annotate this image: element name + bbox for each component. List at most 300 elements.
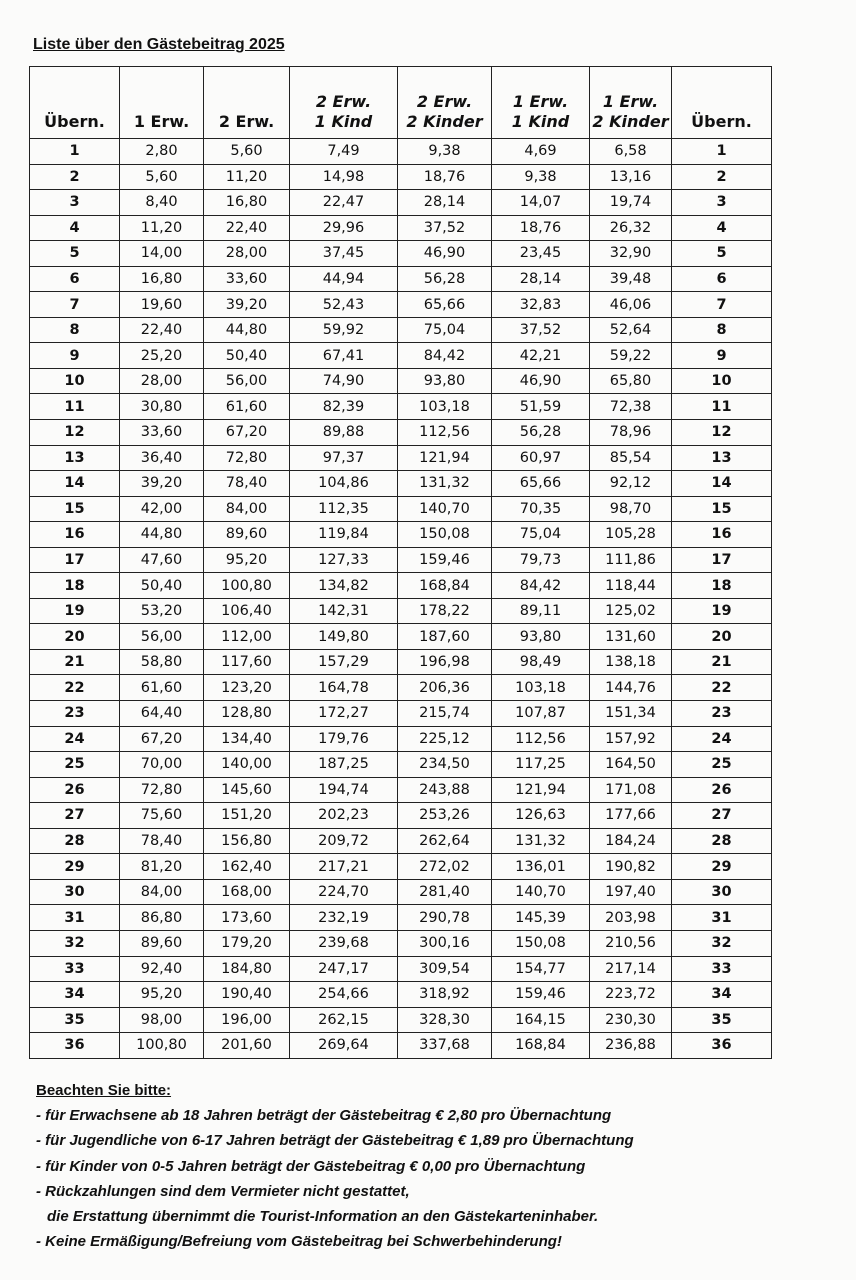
nights-cell: 19 (672, 598, 772, 624)
fee-cell: 215,74 (398, 701, 492, 727)
fee-cell: 11,20 (120, 215, 204, 241)
nights-cell: 15 (672, 496, 772, 522)
fee-cell: 70,35 (492, 496, 590, 522)
nights-cell: 18 (672, 573, 772, 599)
fee-cell: 262,15 (290, 1007, 398, 1033)
fee-cell: 209,72 (290, 828, 398, 854)
fee-cell: 89,11 (492, 598, 590, 624)
nights-cell: 36 (672, 1033, 772, 1059)
fee-cell: 253,26 (398, 803, 492, 829)
fee-cell: 131,32 (398, 471, 492, 497)
nights-cell: 10 (672, 368, 772, 394)
fee-cell: 179,20 (204, 930, 290, 956)
fee-cell: 162,40 (204, 854, 290, 880)
nights-cell: 33 (30, 956, 120, 982)
column-header-line2: 1 Erw. (133, 112, 190, 131)
fee-cell: 318,92 (398, 982, 492, 1008)
nights-cell: 7 (30, 292, 120, 318)
fee-cell: 98,49 (492, 649, 590, 675)
fee-cell: 217,21 (290, 854, 398, 880)
fee-cell: 190,82 (590, 854, 672, 880)
nights-cell: 13 (30, 445, 120, 471)
nights-cell: 30 (30, 879, 120, 905)
fee-cell: 103,18 (492, 675, 590, 701)
fee-cell: 168,84 (398, 573, 492, 599)
fee-cell: 262,64 (398, 828, 492, 854)
fee-cell: 98,00 (120, 1007, 204, 1033)
fee-cell: 184,80 (204, 956, 290, 982)
fee-cell: 232,19 (290, 905, 398, 931)
fee-cell: 16,80 (204, 190, 290, 216)
fee-cell: 89,88 (290, 420, 398, 446)
fee-cell: 118,44 (590, 573, 672, 599)
nights-cell: 14 (672, 471, 772, 497)
fee-cell: 217,14 (590, 956, 672, 982)
table-header-row (30, 67, 772, 139)
fee-cell: 203,98 (590, 905, 672, 931)
column-header (120, 67, 204, 139)
table-row (30, 598, 772, 624)
table-row (30, 879, 772, 905)
fee-cell: 134,82 (290, 573, 398, 599)
nights-cell: 4 (672, 215, 772, 241)
fee-cell: 37,52 (492, 317, 590, 343)
fee-cell: 78,96 (590, 420, 672, 446)
column-header (590, 67, 672, 139)
fee-cell: 60,97 (492, 445, 590, 471)
fee-cell: 126,63 (492, 803, 590, 829)
fee-cell: 168,84 (492, 1033, 590, 1059)
fee-cell: 53,20 (120, 598, 204, 624)
fee-cell: 50,40 (204, 343, 290, 369)
fee-cell: 150,08 (398, 522, 492, 548)
table-row (30, 139, 772, 165)
fee-cell: 184,24 (590, 828, 672, 854)
fee-cell: 46,06 (590, 292, 672, 318)
nights-cell: 8 (672, 317, 772, 343)
fee-cell: 75,04 (398, 317, 492, 343)
fee-cell: 269,64 (290, 1033, 398, 1059)
fee-cell: 56,28 (492, 420, 590, 446)
table-row (30, 752, 772, 778)
fee-cell: 61,60 (204, 394, 290, 420)
fee-cell: 95,20 (204, 547, 290, 573)
fee-cell: 92,12 (590, 471, 672, 497)
note-line: - für Jugendliche von 6-17 Jahren beträgt der Gästebeitrag € 1,89 pro Übernachtung (36, 1132, 634, 1150)
fee-cell: 127,33 (290, 547, 398, 573)
nights-cell: 27 (672, 803, 772, 829)
nights-cell: 29 (672, 854, 772, 880)
table-row (30, 522, 772, 548)
fee-cell: 103,18 (398, 394, 492, 420)
fee-cell: 92,40 (120, 956, 204, 982)
nights-cell: 12 (672, 420, 772, 446)
fee-cell: 9,38 (398, 139, 492, 165)
nights-cell: 31 (672, 905, 772, 931)
fee-cell: 72,80 (120, 777, 204, 803)
fee-cell: 42,21 (492, 343, 590, 369)
nights-cell: 21 (672, 649, 772, 675)
fee-cell: 187,25 (290, 752, 398, 778)
fee-cell: 6,58 (590, 139, 672, 165)
fee-cell: 243,88 (398, 777, 492, 803)
fee-cell: 112,56 (492, 726, 590, 752)
fee-cell: 4,69 (492, 139, 590, 165)
notes-heading: Beachten Sie bitte: (36, 1082, 172, 1099)
fee-cell: 84,00 (120, 879, 204, 905)
table-row (30, 1033, 772, 1059)
nights-cell: 3 (30, 190, 120, 216)
nights-cell: 32 (30, 930, 120, 956)
fee-cell: 168,00 (204, 879, 290, 905)
column-header-line2: 1 Kind (314, 112, 373, 131)
fee-cell: 187,60 (398, 624, 492, 650)
fee-cell: 95,20 (120, 982, 204, 1008)
table-row (30, 982, 772, 1008)
fee-table (29, 66, 772, 1059)
fee-cell: 74,90 (290, 368, 398, 394)
table-row (30, 956, 772, 982)
fee-cell: 123,20 (204, 675, 290, 701)
fee-cell: 112,56 (398, 420, 492, 446)
fee-cell: 131,60 (590, 624, 672, 650)
fee-cell: 159,46 (398, 547, 492, 573)
fee-cell: 75,04 (492, 522, 590, 548)
fee-cell: 70,00 (120, 752, 204, 778)
nights-cell: 16 (672, 522, 772, 548)
fee-cell: 37,52 (398, 215, 492, 241)
table-row (30, 164, 772, 190)
nights-cell: 18 (30, 573, 120, 599)
column-header-line1: 2 Erw. (416, 92, 473, 111)
fee-cell: 30,80 (120, 394, 204, 420)
fee-cell: 177,66 (590, 803, 672, 829)
column-header-line2: 1 Kind (511, 112, 570, 131)
table-row (30, 547, 772, 573)
fee-cell: 75,60 (120, 803, 204, 829)
nights-cell: 35 (30, 1007, 120, 1033)
fee-cell: 112,35 (290, 496, 398, 522)
fee-cell: 44,80 (120, 522, 204, 548)
nights-cell: 2 (672, 164, 772, 190)
fee-cell: 196,00 (204, 1007, 290, 1033)
fee-cell: 119,84 (290, 522, 398, 548)
fee-cell: 150,08 (492, 930, 590, 956)
fee-cell: 202,23 (290, 803, 398, 829)
fee-cell: 84,00 (204, 496, 290, 522)
fee-cell: 65,66 (398, 292, 492, 318)
fee-cell: 225,12 (398, 726, 492, 752)
column-header-line2: 2 Kinder (592, 112, 669, 131)
nights-cell: 3 (672, 190, 772, 216)
fee-cell: 281,40 (398, 879, 492, 905)
fee-cell: 164,50 (590, 752, 672, 778)
fee-cell: 44,80 (204, 317, 290, 343)
table-row (30, 317, 772, 343)
fee-cell: 26,32 (590, 215, 672, 241)
fee-cell: 56,00 (204, 368, 290, 394)
fee-cell: 138,18 (590, 649, 672, 675)
table-row (30, 1007, 772, 1033)
fee-cell: 239,68 (290, 930, 398, 956)
nights-cell: 6 (30, 266, 120, 292)
fee-cell: 78,40 (120, 828, 204, 854)
fee-cell: 9,38 (492, 164, 590, 190)
nights-cell: 15 (30, 496, 120, 522)
column-header-line1: 2 Erw. (315, 92, 372, 111)
fee-cell: 58,80 (120, 649, 204, 675)
fee-cell: 25,20 (120, 343, 204, 369)
column-header-line2: Übern. (44, 112, 105, 131)
fee-cell: 29,96 (290, 215, 398, 241)
fee-cell: 23,45 (492, 241, 590, 267)
table-row (30, 471, 772, 497)
fee-cell: 8,40 (120, 190, 204, 216)
column-header (672, 67, 772, 139)
fee-cell: 44,94 (290, 266, 398, 292)
fee-cell: 93,80 (492, 624, 590, 650)
table-row (30, 624, 772, 650)
fee-cell: 236,88 (590, 1033, 672, 1059)
fee-cell: 81,20 (120, 854, 204, 880)
fee-cell: 59,92 (290, 317, 398, 343)
note-line: - für Erwachsene ab 18 Jahren beträgt der Gästebeitrag € 2,80 pro Übernachtung (36, 1107, 612, 1125)
fee-cell: 234,50 (398, 752, 492, 778)
nights-cell: 17 (672, 547, 772, 573)
fee-cell: 337,68 (398, 1033, 492, 1059)
fee-cell: 28,00 (120, 368, 204, 394)
fee-cell: 164,78 (290, 675, 398, 701)
fee-cell: 121,94 (492, 777, 590, 803)
fee-cell: 89,60 (204, 522, 290, 548)
fee-cell: 86,80 (120, 905, 204, 931)
fee-cell: 19,60 (120, 292, 204, 318)
nights-cell: 16 (30, 522, 120, 548)
nights-cell: 11 (672, 394, 772, 420)
fee-cell: 128,80 (204, 701, 290, 727)
fee-cell: 5,60 (204, 139, 290, 165)
fee-cell: 117,60 (204, 649, 290, 675)
fee-cell: 65,80 (590, 368, 672, 394)
nights-cell: 20 (672, 624, 772, 650)
fee-cell: 67,20 (204, 420, 290, 446)
fee-cell: 190,40 (204, 982, 290, 1008)
nights-cell: 24 (672, 726, 772, 752)
table-row (30, 190, 772, 216)
fee-cell: 272,02 (398, 854, 492, 880)
table-row (30, 292, 772, 318)
nights-cell: 34 (672, 982, 772, 1008)
fee-cell: 106,40 (204, 598, 290, 624)
fee-cell: 18,76 (492, 215, 590, 241)
nights-cell: 24 (30, 726, 120, 752)
fee-cell: 14,98 (290, 164, 398, 190)
column-header-line1: 1 Erw. (602, 92, 659, 111)
fee-cell: 47,60 (120, 547, 204, 573)
fee-cell: 142,31 (290, 598, 398, 624)
fee-cell: 82,39 (290, 394, 398, 420)
fee-cell: 19,74 (590, 190, 672, 216)
table-row (30, 649, 772, 675)
column-header-line2: 2 Erw. (218, 112, 275, 131)
nights-cell: 1 (30, 139, 120, 165)
fee-cell: 72,38 (590, 394, 672, 420)
column-header (290, 67, 398, 139)
fee-cell: 107,87 (492, 701, 590, 727)
fee-table-container (29, 66, 772, 1059)
fee-cell: 50,40 (120, 573, 204, 599)
fee-cell: 197,40 (590, 879, 672, 905)
nights-cell: 29 (30, 854, 120, 880)
fee-cell: 7,49 (290, 139, 398, 165)
fee-cell: 121,94 (398, 445, 492, 471)
nights-cell: 32 (672, 930, 772, 956)
nights-cell: 36 (30, 1033, 120, 1059)
fee-cell: 111,86 (590, 547, 672, 573)
column-header-line1: 1 Erw. (512, 92, 569, 111)
nights-cell: 8 (30, 317, 120, 343)
table-row (30, 496, 772, 522)
fee-cell: 84,42 (492, 573, 590, 599)
note-line: - Keine Ermäßigung/Befreiung vom Gästebeitrag bei Schwerbehinderung! (36, 1233, 562, 1251)
fee-cell: 112,00 (204, 624, 290, 650)
table-row (30, 343, 772, 369)
fee-cell: 51,59 (492, 394, 590, 420)
fee-cell: 328,30 (398, 1007, 492, 1033)
nights-cell: 30 (672, 879, 772, 905)
fee-cell: 100,80 (120, 1033, 204, 1059)
fee-cell: 172,27 (290, 701, 398, 727)
fee-cell: 223,72 (590, 982, 672, 1008)
column-header-line2: 2 Kinder (406, 112, 483, 131)
table-row (30, 930, 772, 956)
fee-cell: 151,20 (204, 803, 290, 829)
nights-cell: 14 (30, 471, 120, 497)
fee-cell: 194,74 (290, 777, 398, 803)
nights-cell: 22 (672, 675, 772, 701)
fee-cell: 85,54 (590, 445, 672, 471)
fee-cell: 98,70 (590, 496, 672, 522)
nights-cell: 25 (30, 752, 120, 778)
fee-cell: 149,80 (290, 624, 398, 650)
fee-cell: 72,80 (204, 445, 290, 471)
fee-cell: 97,37 (290, 445, 398, 471)
fee-cell: 300,16 (398, 930, 492, 956)
fee-cell: 39,48 (590, 266, 672, 292)
fee-cell: 22,40 (120, 317, 204, 343)
fee-cell: 140,00 (204, 752, 290, 778)
table-row (30, 701, 772, 727)
column-header (492, 67, 590, 139)
nights-cell: 26 (672, 777, 772, 803)
nights-cell: 27 (30, 803, 120, 829)
fee-cell: 100,80 (204, 573, 290, 599)
note-line: - für Kinder von 0-5 Jahren beträgt der Gästebeitrag € 0,00 pro Übernachtung (36, 1157, 586, 1175)
fee-cell: 157,29 (290, 649, 398, 675)
fee-cell: 84,42 (398, 343, 492, 369)
notes-section (36, 1078, 634, 1254)
nights-cell: 11 (30, 394, 120, 420)
table-row (30, 266, 772, 292)
nights-cell: 7 (672, 292, 772, 318)
table-row (30, 368, 772, 394)
nights-cell: 23 (672, 701, 772, 727)
table-row (30, 777, 772, 803)
nights-cell: 21 (30, 649, 120, 675)
fee-cell: 65,66 (492, 471, 590, 497)
fee-cell: 196,98 (398, 649, 492, 675)
fee-cell: 140,70 (492, 879, 590, 905)
fee-cell: 206,36 (398, 675, 492, 701)
fee-cell: 46,90 (492, 368, 590, 394)
fee-cell: 67,20 (120, 726, 204, 752)
fee-cell: 67,41 (290, 343, 398, 369)
column-header (30, 67, 120, 139)
fee-cell: 93,80 (398, 368, 492, 394)
fee-cell: 173,60 (204, 905, 290, 931)
fee-cell: 28,00 (204, 241, 290, 267)
column-header-line2: Übern. (691, 112, 752, 131)
column-header (398, 67, 492, 139)
fee-cell: 59,22 (590, 343, 672, 369)
fee-cell: 134,40 (204, 726, 290, 752)
fee-cell: 22,40 (204, 215, 290, 241)
nights-cell: 12 (30, 420, 120, 446)
fee-cell: 14,07 (492, 190, 590, 216)
table-row (30, 445, 772, 471)
nights-cell: 6 (672, 266, 772, 292)
fee-cell: 290,78 (398, 905, 492, 931)
nights-cell: 25 (672, 752, 772, 778)
nights-cell: 22 (30, 675, 120, 701)
fee-cell: 125,02 (590, 598, 672, 624)
fee-cell: 64,40 (120, 701, 204, 727)
fee-cell: 309,54 (398, 956, 492, 982)
fee-cell: 39,20 (204, 292, 290, 318)
fee-cell: 224,70 (290, 879, 398, 905)
fee-cell: 178,22 (398, 598, 492, 624)
nights-cell: 33 (672, 956, 772, 982)
fee-cell: 131,32 (492, 828, 590, 854)
nights-cell: 10 (30, 368, 120, 394)
fee-cell: 52,43 (290, 292, 398, 318)
nights-cell: 4 (30, 215, 120, 241)
fee-cell: 33,60 (120, 420, 204, 446)
fee-cell: 78,40 (204, 471, 290, 497)
fee-cell: 14,00 (120, 241, 204, 267)
nights-cell: 13 (672, 445, 772, 471)
nights-cell: 26 (30, 777, 120, 803)
nights-cell: 17 (30, 547, 120, 573)
note-line: die Erstattung übernimmt die Tourist-Information an den Gästekarteninhaber. (47, 1208, 599, 1226)
nights-cell: 2 (30, 164, 120, 190)
table-row (30, 241, 772, 267)
fee-cell: 104,86 (290, 471, 398, 497)
nights-cell: 5 (672, 241, 772, 267)
fee-cell: 156,80 (204, 828, 290, 854)
fee-cell: 145,39 (492, 905, 590, 931)
fee-cell: 179,76 (290, 726, 398, 752)
nights-cell: 20 (30, 624, 120, 650)
table-row (30, 420, 772, 446)
nights-cell: 5 (30, 241, 120, 267)
fee-cell: 36,40 (120, 445, 204, 471)
fee-cell: 46,90 (398, 241, 492, 267)
fee-cell: 56,28 (398, 266, 492, 292)
nights-cell: 34 (30, 982, 120, 1008)
table-body (30, 139, 772, 1059)
fee-cell: 28,14 (492, 266, 590, 292)
